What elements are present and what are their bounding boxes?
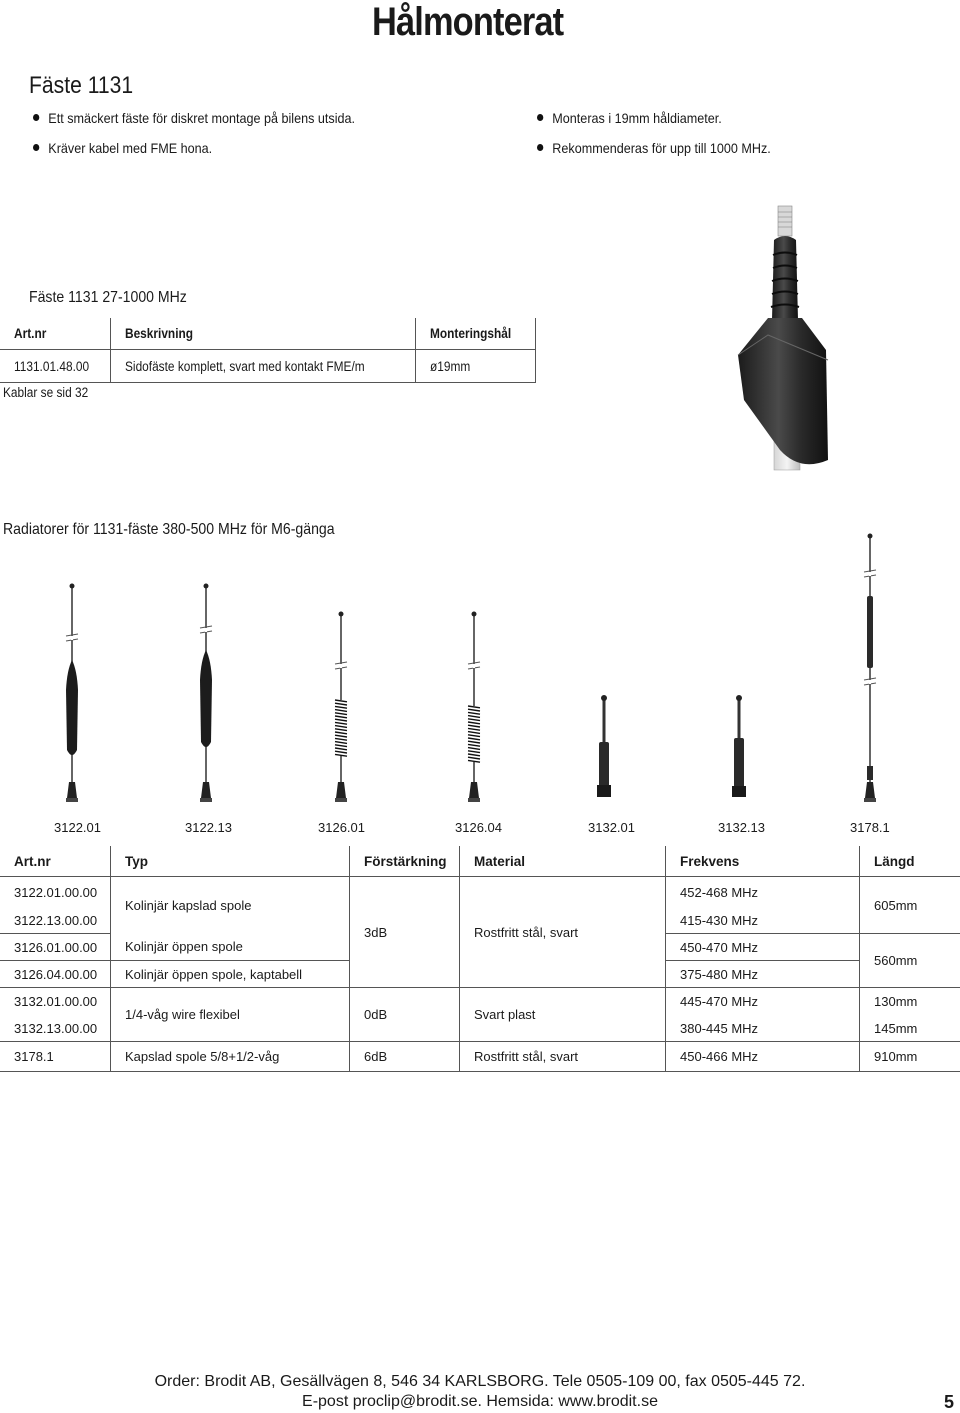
plastic-sleeve [599, 742, 609, 787]
table-cell: 6dB [350, 1042, 460, 1072]
table-row [0, 1042, 960, 1072]
break-gap [473, 664, 475, 668]
antenna-base-foot [468, 798, 480, 802]
antenna-label: 3122.01 [54, 820, 101, 835]
bullet-dot-icon [537, 114, 543, 121]
antenna-label: 3126.01 [318, 820, 365, 835]
antenna-label: 3122.13 [185, 820, 232, 835]
table-cell: Rostfritt stål, svart [460, 877, 666, 988]
plastic-sleeve [734, 738, 744, 788]
column-header: Frekvens [666, 846, 860, 877]
antenna-tip [601, 695, 607, 701]
a3126-01-tip [339, 612, 344, 617]
cables-note: Kablar se sid 32 [3, 385, 89, 400]
table-cell: Kolinjär öppen spole [111, 934, 350, 961]
table-row [0, 988, 960, 1016]
column-header: Monteringshål [416, 318, 536, 350]
table-cell: 3126.01.00.00 [0, 934, 111, 961]
column-header: Material [460, 846, 666, 877]
antenna-label: 3132.01 [588, 820, 635, 835]
table-cell: 380-445 MHz [666, 1015, 860, 1042]
bullet-dot-icon [537, 144, 543, 151]
antenna-label: 3132.13 [718, 820, 765, 835]
table-cell: Kolinjär kapslad spole [111, 877, 350, 934]
table-header-row [0, 318, 536, 350]
table-cell: 415-430 MHz [666, 907, 860, 934]
table-cell: 452-468 MHz [666, 877, 860, 908]
mount-table [0, 318, 536, 383]
antenna-base-foot [597, 785, 611, 797]
a3122-13-tip [204, 584, 209, 589]
table-cell: Sidofäste komplett, svart med kontakt FME/m [111, 350, 416, 383]
lower-coil [867, 766, 873, 780]
table-cell: 445-470 MHz [666, 988, 860, 1016]
table-cell: 1/4-våg wire flexibel [111, 988, 350, 1042]
radiators-heading: Radiatorer för 1131-fäste 380-500 MHz för M6-gänga [3, 521, 335, 538]
antenna-base [201, 782, 211, 798]
page-number: 5 [943, 1392, 954, 1412]
table-cell: 0dB [350, 988, 460, 1042]
table-cell: Rostfritt stål, svart [460, 1042, 666, 1072]
bullet-dot-icon [33, 144, 39, 151]
antenna-base-foot [200, 798, 212, 802]
antenna-base-foot [66, 798, 78, 802]
bullet-item: Kräver kabel med FME hona. [33, 140, 212, 156]
antenna-base [67, 782, 77, 798]
break-gap [869, 680, 871, 684]
table-cell: 450-466 MHz [666, 1042, 860, 1072]
table-row [0, 877, 960, 908]
antenna-base-foot [732, 786, 746, 797]
footer-order-line: Order: Brodit AB, Gesällvägen 8, 546 34 KARLSBORG. Tele 0505-109 00, fax 0505-445 72. [154, 1373, 806, 1390]
column-header: Art.nr [0, 846, 111, 877]
section-title: Fäste 1131 [29, 72, 134, 99]
column-header: Art.nr [0, 318, 111, 350]
a3126-04-tip [472, 612, 477, 617]
table-cell: 3132.13.00.00 [0, 1015, 111, 1042]
antenna-base-foot [335, 798, 347, 802]
table-cell: 3122.13.00.00 [0, 907, 111, 934]
mount-bracket-image [730, 200, 840, 475]
spec-table [0, 846, 960, 1072]
antenna-tip [736, 695, 742, 701]
table-cell: 3132.01.00.00 [0, 988, 111, 1016]
footer-contact-line: E-post proclip@brodit.se. Hemsida: www.brodit.se [302, 1393, 658, 1410]
break-gap [205, 628, 207, 632]
table-cell: 130mm [874, 994, 918, 1009]
break-gap [869, 572, 871, 576]
antennas-illustration [0, 530, 960, 820]
table-cell: Kapslad spole 5/8+1/2-våg [111, 1042, 350, 1072]
table-header-row [0, 846, 960, 877]
antenna-base [336, 782, 346, 798]
table-cell: 1131.01.48.00 [0, 350, 111, 383]
break-gap [340, 664, 342, 668]
table-cell: 910mm [860, 1042, 960, 1072]
kapslad-spole [200, 650, 212, 747]
bullet-item: Monteras i 19mm håldiameter. [537, 110, 722, 126]
antenna-base [865, 782, 875, 798]
table-cell: 3126.04.00.00 [0, 961, 111, 988]
antenna-base [469, 782, 479, 798]
bullet-item: Ett smäckert fäste för diskret montage på bilens utsida. [33, 110, 355, 126]
table-cell: 560mm [860, 934, 960, 988]
table-cell: Kolinjär öppen spole, kaptabell [111, 961, 350, 988]
kapslad-spole [867, 596, 873, 668]
mount-table-heading: Fäste 1131 27-1000 MHz [29, 289, 187, 306]
column-header: Längd [860, 846, 960, 877]
column-header: Typ [111, 846, 350, 877]
column-header: Beskrivning [111, 318, 416, 350]
a3178-1-tip [868, 534, 873, 539]
antenna-label: 3178.1 [850, 820, 890, 835]
bullet-dot-icon [33, 114, 39, 121]
column-header: Förstärkning [350, 846, 460, 877]
table-row [0, 350, 536, 383]
table-cell: ø19mm [416, 350, 536, 383]
a3122-01-tip [70, 584, 75, 589]
table-cell: 450-470 MHz [666, 934, 860, 961]
break-gap [71, 636, 73, 640]
bullet-item: Rekommenderas för upp till 1000 MHz. [537, 140, 771, 156]
antenna-base-foot [864, 798, 876, 802]
kapslad-spole [66, 660, 78, 755]
table-cell: Svart plast [460, 988, 666, 1042]
table-cell: 3dB [350, 877, 460, 988]
page-title: Hålmonterat [372, 0, 564, 44]
table-cell: 3178.1 [0, 1042, 111, 1072]
antenna-label: 3126.04 [455, 820, 502, 835]
table-cell: 145mm [860, 1015, 960, 1042]
table-cell: 375-480 MHz [666, 961, 860, 988]
table-cell: 3122.01.00.00 [0, 877, 111, 908]
table-cell: 605mm [860, 877, 960, 934]
